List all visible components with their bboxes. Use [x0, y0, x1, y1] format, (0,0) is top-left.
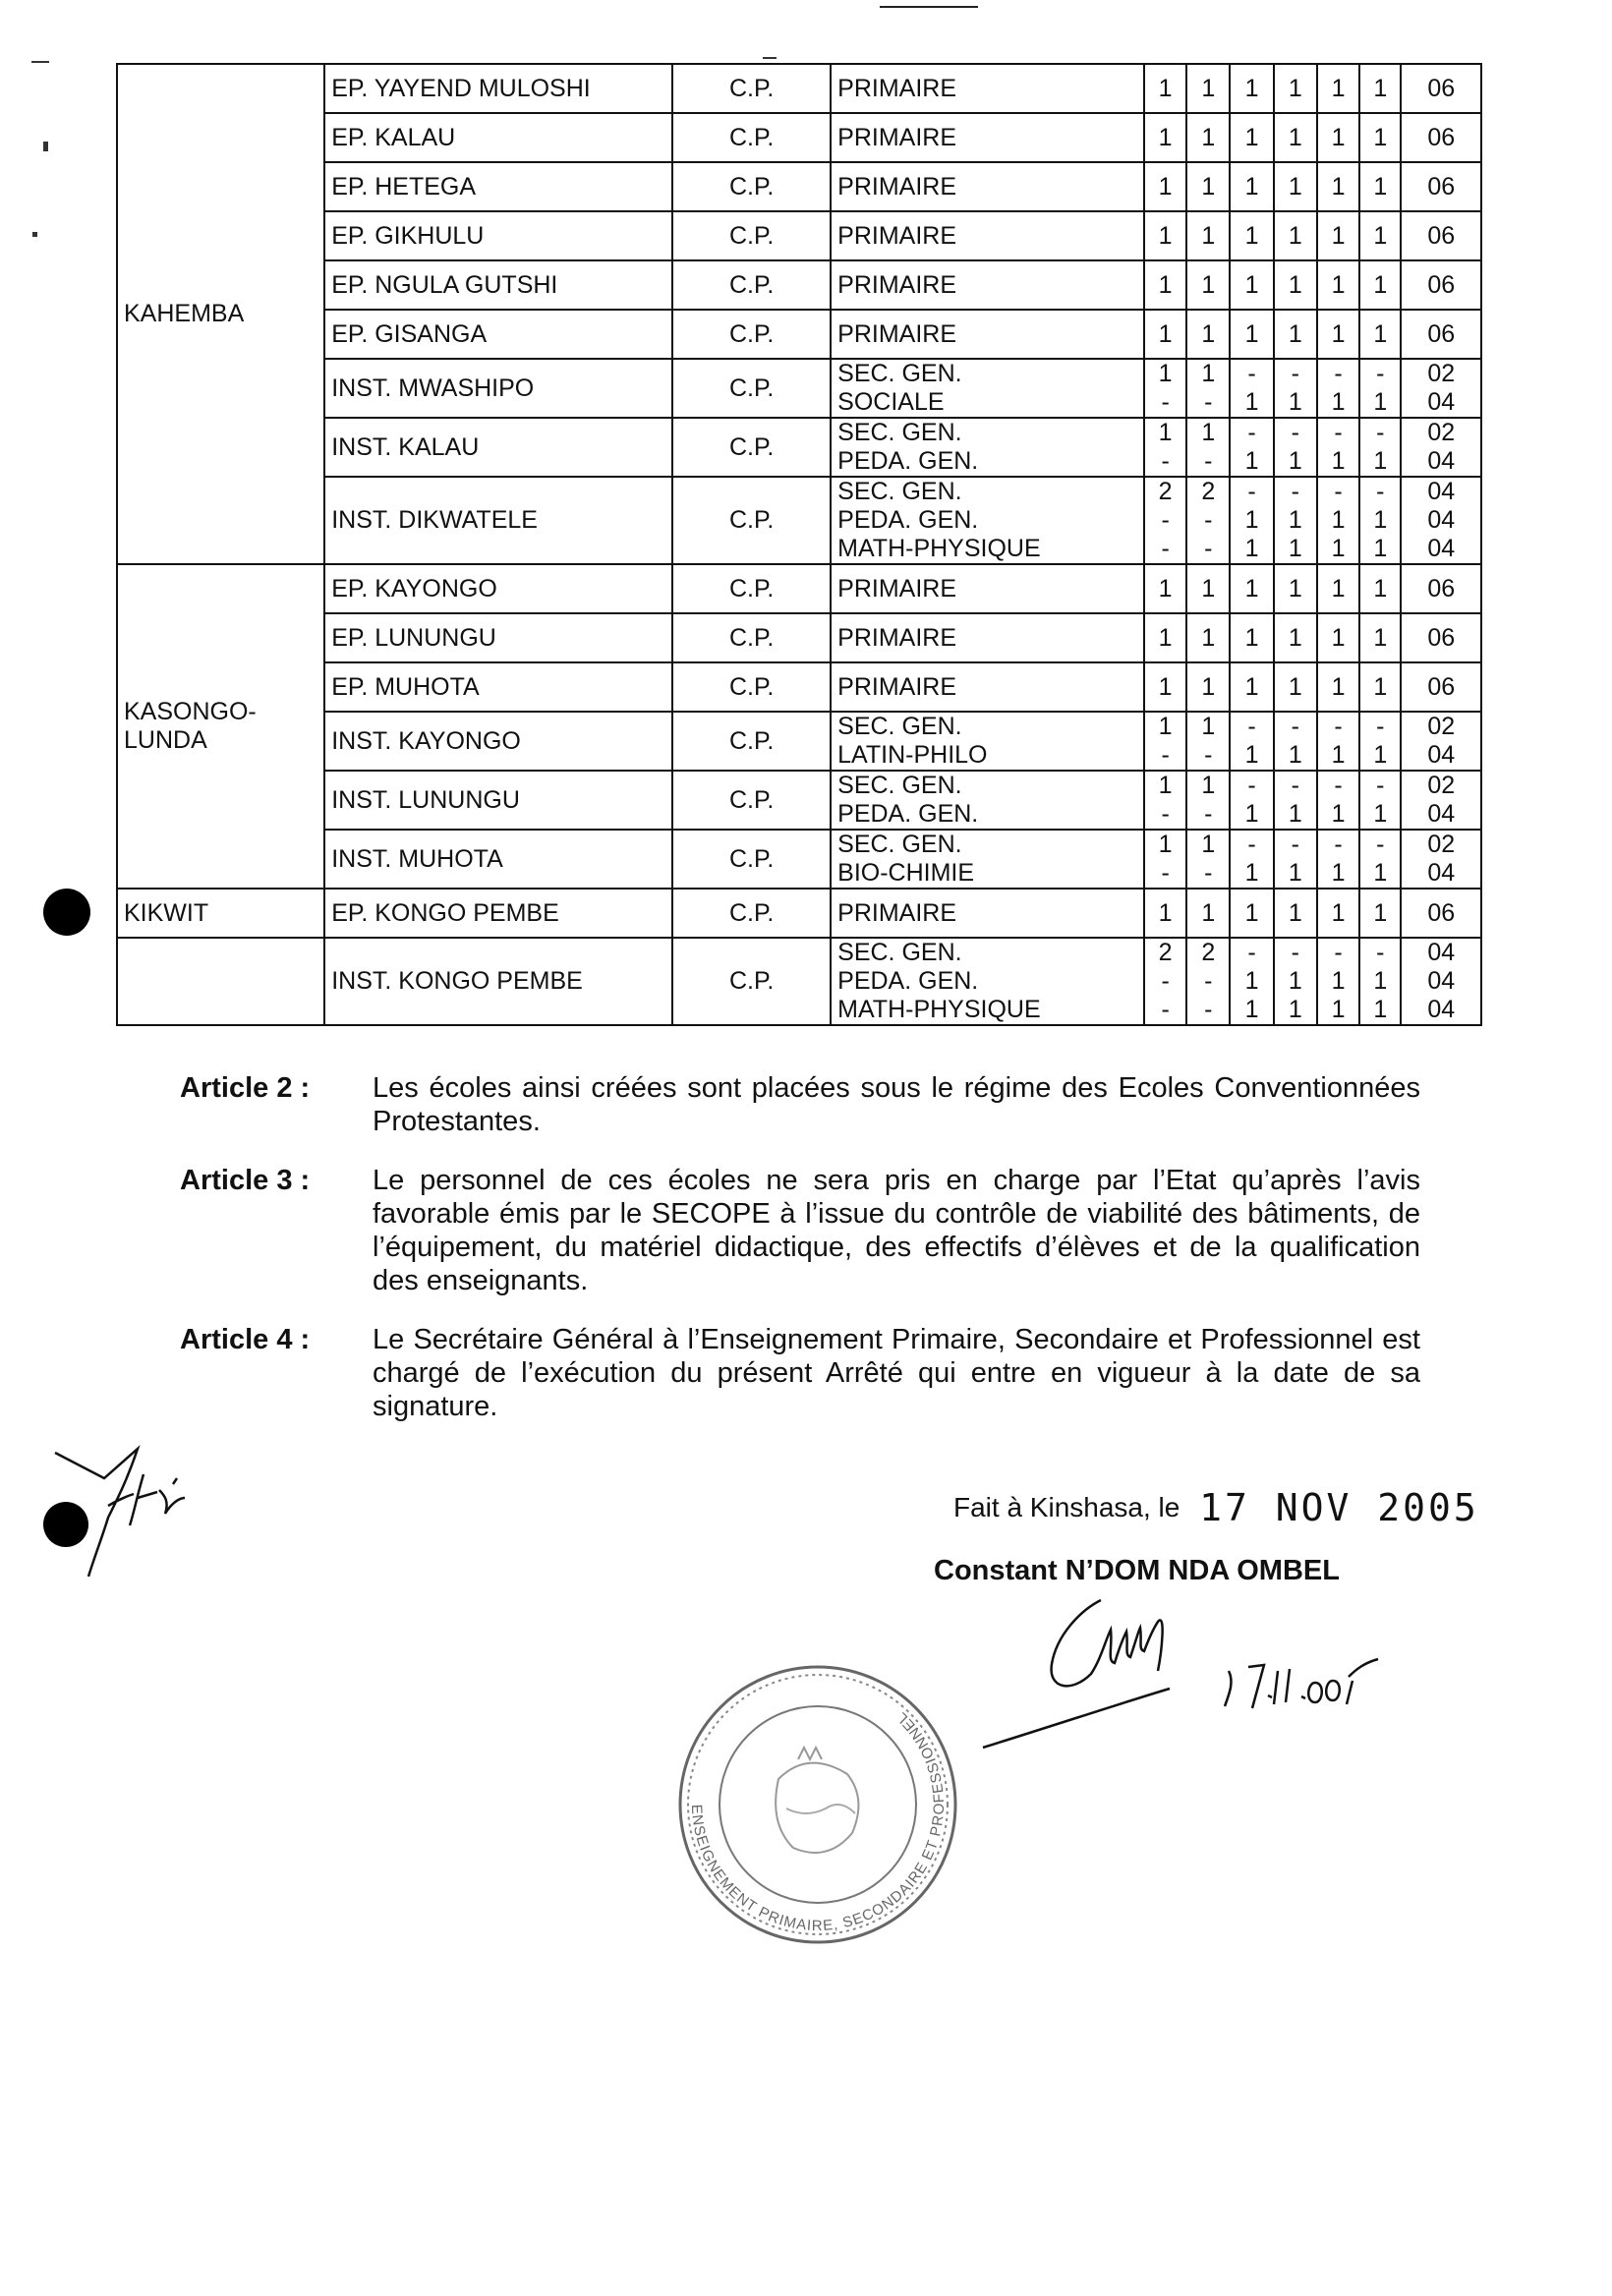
section-cell-line: PRIMAIRE — [837, 74, 957, 102]
class-count-cell-line: - — [1334, 713, 1343, 740]
section-cell-line: PRIMAIRE — [837, 623, 957, 652]
class-count-cell-line: 1 — [1373, 996, 1388, 1023]
class-count-cell-line: 1 — [1331, 388, 1346, 416]
class-count-cell-line: 1 — [1373, 172, 1388, 201]
total-cell-line: 06 — [1427, 74, 1456, 102]
total-cell-line: 04 — [1427, 388, 1456, 416]
class-count-cell-line: 1 — [1201, 221, 1216, 250]
class-count-cell-line: - — [1291, 360, 1299, 387]
class-count-cell-line: - — [1161, 741, 1170, 769]
class-count-cell-line: 1 — [1201, 419, 1216, 446]
date-stamp: 17 NOV 2005 — [1199, 1486, 1479, 1529]
class-count-cell-line: 1 — [1244, 672, 1259, 701]
official-seal — [680, 1667, 955, 1942]
school-name-cell: INST. MUHOTA — [324, 830, 672, 889]
class-count-cell-line: 2 — [1201, 478, 1216, 505]
class-count-cell-line: 1 — [1331, 741, 1346, 769]
class-count-cell-line: - — [1161, 447, 1170, 475]
region-cell: KIKWIT — [117, 889, 324, 938]
class-count-cell-line: - — [1161, 800, 1170, 828]
class-count-cell-line: - — [1204, 741, 1213, 769]
class-count-cell-line: 1 — [1373, 623, 1388, 652]
class-count-cell-line: - — [1376, 772, 1385, 799]
section-cell-line: PRIMAIRE — [837, 319, 957, 348]
class-count-cell-line: 1 — [1244, 967, 1259, 995]
total-cell-line: 04 — [1427, 939, 1456, 966]
class-count-cell-line: - — [1334, 831, 1343, 858]
section-cell-line: SEC. GEN. — [837, 713, 962, 740]
class-count-cell-line: 1 — [1373, 221, 1388, 250]
section-cell-line: SOCIALE — [837, 388, 945, 416]
class-count-cell-line: - — [1161, 535, 1170, 562]
class-count-cell-line: - — [1376, 360, 1385, 387]
school-type-cell: C.P. — [672, 613, 831, 662]
total-cell-line: 04 — [1427, 506, 1456, 534]
class-count-cell-line: 1 — [1331, 506, 1346, 534]
svg-text:ENSEIGNEMENT PRIMAIRE, SECONDA — [688, 1708, 948, 1934]
class-count-cell-line: 1 — [1331, 967, 1346, 995]
punch-hole — [43, 1502, 88, 1547]
section-cell-line: SEC. GEN. — [837, 831, 962, 858]
school-name-cell: EP. MUHOTA — [324, 662, 672, 712]
class-count-cell-line: 1 — [1201, 772, 1216, 799]
school-type-cell: C.P. — [672, 712, 831, 771]
school-type-cell: C.P. — [672, 359, 831, 418]
class-count-cell-line: 1 — [1158, 74, 1173, 102]
class-count-cell-line: 1 — [1244, 270, 1259, 299]
section-cell-line: MATH-PHYSIQUE — [837, 535, 1041, 562]
class-count-cell-line: - — [1247, 831, 1256, 858]
section-cell-line: PEDA. GEN. — [837, 800, 979, 828]
class-count-cell-line: 1 — [1201, 360, 1216, 387]
class-count-cell-line: - — [1291, 419, 1299, 446]
class-count-cell-line: - — [1376, 831, 1385, 858]
class-count-cell-line: 1 — [1244, 123, 1259, 151]
school-type-cell: C.P. — [672, 162, 831, 211]
class-count-cell-line: - — [1291, 713, 1299, 740]
article-label: Article 2 : — [180, 1072, 311, 1104]
class-count-cell-line: 1 — [1373, 388, 1388, 416]
section-cell-line: BIO-CHIMIE — [837, 859, 975, 887]
class-count-cell-line: 1 — [1373, 800, 1388, 828]
school-type-cell: C.P. — [672, 418, 831, 477]
class-count-cell-line: - — [1247, 939, 1256, 966]
class-count-cell-line: - — [1161, 388, 1170, 416]
class-count-cell-line: 1 — [1331, 898, 1346, 927]
class-count-cell-line: 1 — [1244, 172, 1259, 201]
class-count-cell-line: 1 — [1201, 713, 1216, 740]
class-count-cell-line: 1 — [1331, 123, 1346, 151]
class-count-cell-line: 1 — [1201, 623, 1216, 652]
class-count-cell-line: 1 — [1331, 270, 1346, 299]
article-text: Les écoles ainsi créées sont placées sous le régime des Ecoles Conventionnées Protestantes. — [373, 1072, 1420, 1137]
school-type-cell: C.P. — [672, 564, 831, 613]
class-count-cell-line: - — [1204, 447, 1213, 475]
class-count-cell-line: 1 — [1373, 672, 1388, 701]
article-text: Le Secrétaire Général à l’Enseignement Primaire, Secondaire et Professionnel est chargé de l’exécution du présent Arrêté qui entre en vigueur à la date de sa signature. — [373, 1324, 1420, 1422]
class-count-cell-line: - — [1247, 360, 1256, 387]
school-name-cell: EP. GIKHULU — [324, 211, 672, 260]
class-count-cell-line: 1 — [1373, 447, 1388, 475]
region-cell: KAHEMBA — [117, 64, 324, 564]
class-count-cell-line: 1 — [1201, 898, 1216, 927]
class-count-cell-line: 1 — [1331, 574, 1346, 603]
class-count-cell-line: 1 — [1288, 270, 1302, 299]
article-label: Article 4 : — [180, 1324, 311, 1355]
class-count-cell-line: 1 — [1331, 221, 1346, 250]
class-count-cell-line: 1 — [1288, 898, 1302, 927]
class-count-cell-line: 1 — [1158, 574, 1173, 603]
total-cell-line: 06 — [1427, 221, 1456, 250]
article-text: Le personnel de ces écoles ne sera pris en charge par l’Etat qu’après l’avis favorable émis par le SECOPE à l’issue du contrôle de viabilité des bâtiments, de l’équipement, du matériel didactique, des effectifs d’élèves et de la qualification des enseignants. — [373, 1165, 1420, 1296]
class-count-cell-line: 1 — [1244, 623, 1259, 652]
place-label: Fait à Kinshasa, le — [953, 1492, 1180, 1522]
school-type-cell: C.P. — [672, 64, 831, 113]
class-count-cell-line: 1 — [1373, 270, 1388, 299]
section-cell-line: PRIMAIRE — [837, 574, 957, 603]
school-type-cell: C.P. — [672, 771, 831, 830]
class-count-cell-line: 1 — [1201, 172, 1216, 201]
total-cell-line: 04 — [1427, 447, 1456, 475]
class-count-cell-line: - — [1247, 419, 1256, 446]
class-count-cell-line: 1 — [1158, 623, 1173, 652]
school-name-cell: EP. KAYONGO — [324, 564, 672, 613]
class-count-cell-line: - — [1204, 859, 1213, 887]
class-count-cell-line: 2 — [1201, 939, 1216, 966]
section-cell-line: SEC. GEN. — [837, 478, 962, 505]
seal-text: ENSEIGNEMENT PRIMAIRE, SECONDAIRE ET PROFESSIONNEL — [687, 1707, 949, 1935]
school-name-cell: EP. HETEGA — [324, 162, 672, 211]
class-count-cell-line: 1 — [1201, 831, 1216, 858]
class-count-cell-line: - — [1376, 939, 1385, 966]
section-cell-line: SEC. GEN. — [837, 419, 962, 446]
class-count-cell-line: 1 — [1158, 898, 1173, 927]
total-cell-line: 06 — [1427, 672, 1456, 701]
school-name-cell: INST. KONGO PEMBE — [324, 938, 672, 1025]
class-count-cell-line: 1 — [1158, 419, 1173, 446]
class-count-cell-line: - — [1161, 996, 1170, 1023]
total-cell-line: 04 — [1427, 996, 1456, 1023]
class-count-cell-line: 2 — [1158, 478, 1173, 505]
class-count-cell-line: 1 — [1288, 967, 1302, 995]
class-count-cell-line: 1 — [1288, 221, 1302, 250]
school-name-cell: EP. NGULA GUTSHI — [324, 260, 672, 310]
class-count-cell-line: 1 — [1158, 772, 1173, 799]
school-name-cell: INST. DIKWATELE — [324, 477, 672, 564]
class-count-cell-line: 1 — [1201, 74, 1216, 102]
class-count-cell-line: 1 — [1288, 800, 1302, 828]
total-cell-line: 02 — [1427, 772, 1456, 799]
class-count-cell-line: - — [1204, 506, 1213, 534]
class-count-cell-line: 1 — [1201, 574, 1216, 603]
school-name-cell: INST. KAYONGO — [324, 712, 672, 771]
class-count-cell-line: - — [1204, 535, 1213, 562]
total-cell-line: 06 — [1427, 270, 1456, 299]
class-count-cell-line: 1 — [1158, 221, 1173, 250]
section-cell-line: SEC. GEN. — [837, 939, 962, 966]
class-count-cell-line: 1 — [1331, 996, 1346, 1023]
class-count-cell-line: 1 — [1158, 270, 1173, 299]
class-count-cell-line: 1 — [1288, 447, 1302, 475]
class-count-cell-line: 1 — [1158, 831, 1173, 858]
class-count-cell-line: 1 — [1244, 506, 1259, 534]
section-cell-line: PEDA. GEN. — [837, 506, 979, 534]
total-cell-line: 04 — [1427, 859, 1456, 887]
class-count-cell-line: 1 — [1331, 535, 1346, 562]
class-count-cell-line: - — [1247, 478, 1256, 505]
class-count-cell-line: 1 — [1288, 506, 1302, 534]
class-count-cell-line: 1 — [1288, 741, 1302, 769]
total-cell-line: 02 — [1427, 713, 1456, 740]
class-count-cell-line: - — [1204, 800, 1213, 828]
class-count-cell-line: 1 — [1244, 898, 1259, 927]
class-count-cell-line: 1 — [1244, 535, 1259, 562]
class-count-cell-line: - — [1334, 772, 1343, 799]
class-count-cell-line: 1 — [1373, 967, 1388, 995]
class-count-cell-line: - — [1204, 967, 1213, 995]
section-cell-line: SEC. GEN. — [837, 360, 962, 387]
class-count-cell-line: 1 — [1288, 388, 1302, 416]
section-cell-line: PRIMAIRE — [837, 270, 957, 299]
class-count-cell-line: 1 — [1288, 319, 1302, 348]
school-name-cell: EP. GISANGA — [324, 310, 672, 359]
class-count-cell-line: 1 — [1288, 574, 1302, 603]
total-cell-line: 02 — [1427, 360, 1456, 387]
class-count-cell-line: - — [1334, 419, 1343, 446]
class-count-cell-line: 1 — [1373, 535, 1388, 562]
class-count-cell-line: 1 — [1288, 672, 1302, 701]
school-name-cell: EP. KALAU — [324, 113, 672, 162]
section-cell-line: PEDA. GEN. — [837, 967, 979, 995]
section-cell-line: PRIMAIRE — [837, 123, 957, 151]
class-count-cell-line: 1 — [1288, 996, 1302, 1023]
school-name-cell: EP. KONGO PEMBE — [324, 889, 672, 938]
class-count-cell-line: 1 — [1158, 123, 1173, 151]
total-cell-line: 06 — [1427, 898, 1456, 927]
class-count-cell-line: 1 — [1158, 360, 1173, 387]
total-cell-line: 06 — [1427, 319, 1456, 348]
class-count-cell-line: - — [1161, 967, 1170, 995]
school-type-cell: C.P. — [672, 113, 831, 162]
class-count-cell-line: 1 — [1331, 74, 1346, 102]
class-count-cell-line: 1 — [1288, 123, 1302, 151]
class-count-cell-line: 1 — [1244, 447, 1259, 475]
class-count-cell-line: 1 — [1288, 74, 1302, 102]
class-count-cell-line: 1 — [1244, 800, 1259, 828]
school-name-cell: EP. YAYEND MULOSHI — [324, 64, 672, 113]
section-cell-line: PEDA. GEN. — [837, 447, 979, 475]
total-cell-line: 04 — [1427, 535, 1456, 562]
class-count-cell-line: - — [1247, 713, 1256, 740]
total-cell-line: 04 — [1427, 967, 1456, 995]
class-count-cell-line: - — [1291, 831, 1299, 858]
class-count-cell-line: 1 — [1158, 672, 1173, 701]
section-cell-line: MATH-PHYSIQUE — [837, 996, 1041, 1023]
class-count-cell-line: 1 — [1288, 859, 1302, 887]
class-count-cell-line: 1 — [1288, 623, 1302, 652]
punch-hole — [43, 889, 90, 936]
total-cell-line: 06 — [1427, 623, 1456, 652]
class-count-cell-line: - — [1334, 939, 1343, 966]
class-count-cell-line: 1 — [1244, 319, 1259, 348]
class-count-cell-line: 1 — [1244, 741, 1259, 769]
class-count-cell-line: 1 — [1373, 574, 1388, 603]
total-cell-line: 06 — [1427, 123, 1456, 151]
class-count-cell-line: 1 — [1201, 123, 1216, 151]
class-count-cell-line: 1 — [1331, 672, 1346, 701]
region-cell: KASONGO-LUNDA — [117, 564, 324, 889]
class-count-cell-line: 1 — [1244, 574, 1259, 603]
class-count-cell-line: - — [1376, 713, 1385, 740]
class-count-cell-line: 1 — [1331, 623, 1346, 652]
total-cell-line: 02 — [1427, 419, 1456, 446]
total-cell-line: 02 — [1427, 831, 1456, 858]
total-cell-line: 04 — [1427, 800, 1456, 828]
class-count-cell-line: 1 — [1373, 506, 1388, 534]
signer-name: Constant N’DOM NDA OMBEL — [934, 1555, 1340, 1586]
class-count-cell-line: - — [1334, 478, 1343, 505]
school-type-cell: C.P. — [672, 211, 831, 260]
section-cell-line: PRIMAIRE — [837, 672, 957, 701]
total-cell-line: 06 — [1427, 574, 1456, 603]
class-count-cell-line: 1 — [1158, 172, 1173, 201]
class-count-cell-line: 1 — [1158, 319, 1173, 348]
class-count-cell-line: - — [1291, 772, 1299, 799]
school-name-cell: INST. LUNUNGU — [324, 771, 672, 830]
class-count-cell-line: 1 — [1288, 172, 1302, 201]
class-count-cell-line: 1 — [1244, 388, 1259, 416]
class-count-cell-line: - — [1376, 478, 1385, 505]
section-cell-line: PRIMAIRE — [837, 172, 957, 201]
section-cell-line: SEC. GEN. — [837, 772, 962, 799]
total-cell-line: 04 — [1427, 741, 1456, 769]
school-name-cell: INST. KALAU — [324, 418, 672, 477]
class-count-cell-line: 1 — [1288, 535, 1302, 562]
class-count-cell-line: - — [1204, 996, 1213, 1023]
class-count-cell-line: 1 — [1331, 447, 1346, 475]
class-count-cell-line: 1 — [1331, 319, 1346, 348]
class-count-cell-line: 1 — [1373, 741, 1388, 769]
article-label: Article 3 : — [180, 1165, 311, 1196]
signature — [983, 1600, 1378, 1748]
total-cell-line: 06 — [1427, 172, 1456, 201]
class-count-cell-line: 1 — [1201, 270, 1216, 299]
class-count-cell-line: - — [1334, 360, 1343, 387]
class-count-cell-line: - — [1376, 419, 1385, 446]
class-count-cell-line: 1 — [1158, 713, 1173, 740]
class-count-cell-line: 1 — [1244, 221, 1259, 250]
section-cell-line: PRIMAIRE — [837, 898, 957, 927]
section-cell-line: PRIMAIRE — [837, 221, 957, 250]
class-count-cell-line: 1 — [1373, 898, 1388, 927]
class-count-cell-line: 1 — [1244, 859, 1259, 887]
class-count-cell-line: - — [1161, 506, 1170, 534]
school-type-cell: C.P. — [672, 662, 831, 712]
class-count-cell-line: - — [1161, 859, 1170, 887]
class-count-cell-line: 2 — [1158, 939, 1173, 966]
class-count-cell-line: 1 — [1373, 859, 1388, 887]
section-cell-line: LATIN-PHILO — [837, 741, 988, 769]
school-type-cell: C.P. — [672, 477, 831, 564]
total-cell-line: 04 — [1427, 478, 1456, 505]
class-count-cell-line: 1 — [1373, 319, 1388, 348]
school-type-cell: C.P. — [672, 889, 831, 938]
class-count-cell-line: 1 — [1201, 672, 1216, 701]
class-count-cell-line: - — [1204, 388, 1213, 416]
class-count-cell-line: 1 — [1331, 859, 1346, 887]
class-count-cell-line: 1 — [1331, 800, 1346, 828]
class-count-cell-line: - — [1247, 772, 1256, 799]
class-count-cell-line: 1 — [1244, 74, 1259, 102]
class-count-cell-line: 1 — [1331, 172, 1346, 201]
school-type-cell: C.P. — [672, 830, 831, 889]
class-count-cell-line: 1 — [1373, 74, 1388, 102]
class-count-cell-line: - — [1291, 939, 1299, 966]
school-type-cell: C.P. — [672, 310, 831, 359]
school-name-cell: EP. LUNUNGU — [324, 613, 672, 662]
class-count-cell-line: 1 — [1244, 996, 1259, 1023]
school-type-cell: C.P. — [672, 260, 831, 310]
school-name-cell: INST. MWASHIPO — [324, 359, 672, 418]
class-count-cell-line: 1 — [1201, 319, 1216, 348]
class-count-cell-line: 1 — [1373, 123, 1388, 151]
school-type-cell: C.P. — [672, 938, 831, 1025]
class-count-cell-line: - — [1291, 478, 1299, 505]
